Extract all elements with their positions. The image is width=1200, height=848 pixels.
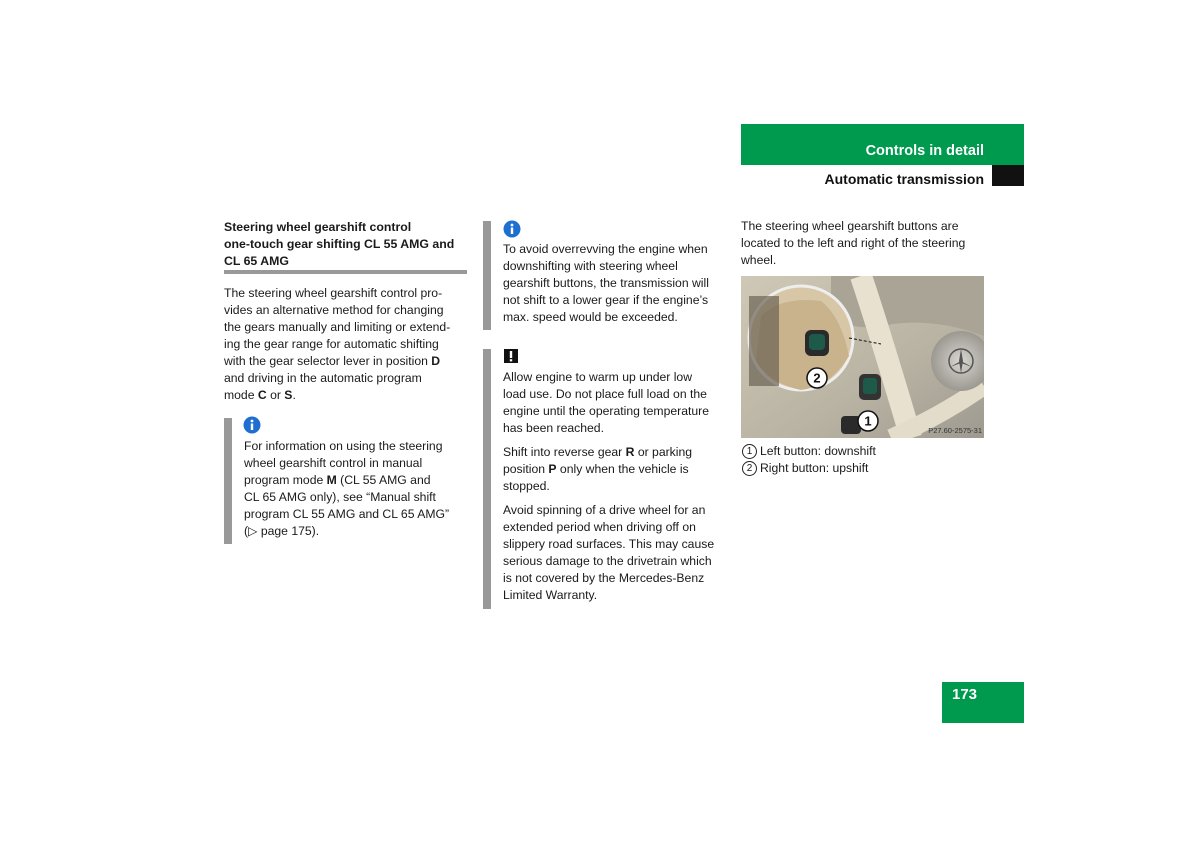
callout-1 [858, 411, 878, 431]
column1-body: The steering wheel gearshift control pro- vides an alternative method for changing the gears manually and limiting or extend- ing the gear range for automatic shifting with the gear selector lever in position D and driving in the automatic program mode C or S. [224, 286, 451, 402]
legend-number: 2 [742, 461, 757, 476]
header-black-tab [992, 165, 1024, 186]
legend-number: 1 [742, 444, 757, 459]
callout-2 [807, 368, 827, 388]
legend-item: 1 Left button: downshift [742, 443, 992, 460]
warning-paragraph-1: Allow engine to warm up under low load use. Do not place full load on the engine until the operating temperature has been reached. [503, 370, 709, 435]
info-side-bar [483, 221, 491, 330]
legend-item: 2 Right button: upshift [742, 460, 992, 477]
column1-heading: Steering wheel gearshift control one-touch gear shifting CL 55 AMG and CL 65 AMG [224, 220, 455, 268]
photo-code: P27.60-2575-31 [928, 426, 982, 435]
subsection-title: Automatic transmission [824, 171, 984, 187]
column3-intro: The steering wheel gearshift buttons are located to the left and right of the steering wheel. [741, 219, 966, 267]
page-number: 173 [952, 686, 978, 703]
svg-text:2: 2 [813, 370, 821, 386]
info-icon [503, 220, 521, 243]
photo-legend [742, 443, 992, 477]
warning-side-bar [483, 349, 491, 609]
column1-note-text: For information on using the steering wheel gearshift control in manual program mode M (CL 55 AMG and CL 65 AMG only), see “Manual shift program CL 55 AMG and CL 65 AMG” (▷ page 175). [244, 439, 450, 538]
svg-text:1: 1 [864, 413, 872, 429]
warning-paragraph-3: Avoid spinning of a drive wheel for an extended period when driving off on slippery road surfaces. This may cause serious damage to the drivetrain which is not covered by the Mercedes-Benz Limited Warranty. [503, 503, 715, 602]
exclamation-icon [503, 348, 519, 364]
warning-paragraph-2: Shift into reverse gear R or parking position P only when the vehicle is stopped. [503, 445, 693, 493]
column2-info-text: To avoid overrevving the engine when downshifting with steering wheel gearshift buttons, the transmission will not shift to a lower gear if the engine’s max. speed would be exceeded. [503, 242, 709, 324]
info-icon [243, 416, 261, 439]
heading-rule [224, 270, 467, 274]
note-side-bar [224, 418, 232, 544]
section-title: Controls in detail [865, 143, 984, 159]
steering-wheel-photo [741, 276, 984, 438]
